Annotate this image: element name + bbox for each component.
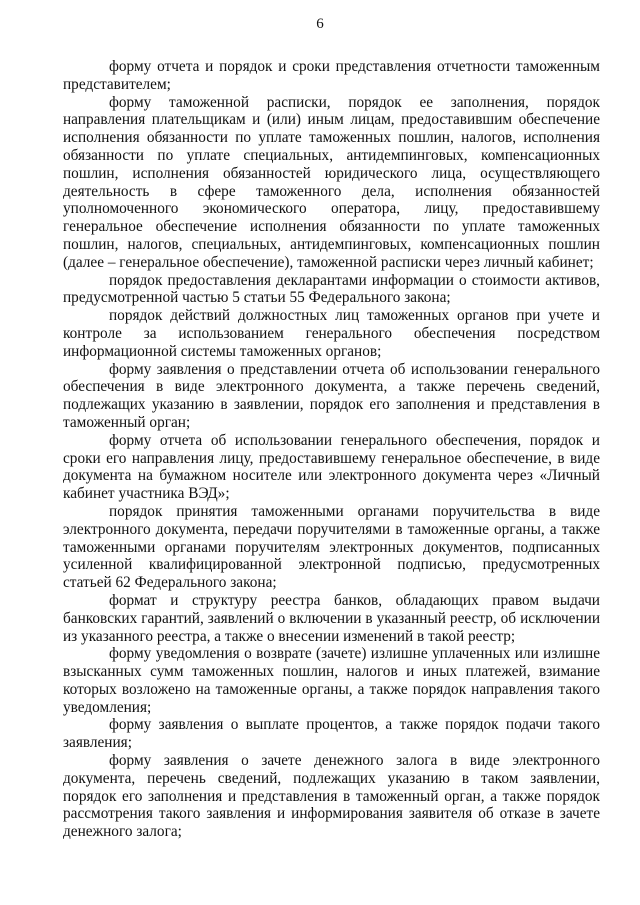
paragraph-11: форму заявления о зачете денежного залога в виде электронного документа, перечень сведений, подлежащих указанию в таком заявлении, порядок его заполнения и представления в таможенный орган, а также порядок рассмотрения такого заявления и информирования заявителя об отказе в зачете денежного залога;	[63, 752, 600, 841]
paragraph-10: форму заявления о выплате процентов, а также порядок подачи такого заявления;	[63, 716, 600, 752]
paragraph-7: порядок принятия таможенными органами поручительства в виде электронного документа, передачи поручителями в таможенные органы, а также таможенными органами поручителям электронных документов, подписанных усиленной квалифицированной электронной подписью, предусмотренных статьей 62 Федерального закона;	[63, 502, 600, 592]
paragraph-3: порядок предоставления декларантами информации о стоимости активов, предусмотренной частью 5 статьи 55 Федерального закона;	[63, 271, 600, 307]
paragraph-2: форму таможенной расписки, порядок ее заполнения, порядок направления плательщикам и (или) иным лицам, предоставившим обеспечение исполнения обязанности по уплате таможенных пошлин, налогов, исполнения обязанности по уплате специальных, антидемпинговых, компенсационных пошлин, исполнения обязанностей юридического лица, осуществляющего деятельность в сфере таможенного дела, исполнения обязанностей уполномоченного экономического оператора, лицу, предоставившему генеральное обеспечение исполнения обязанности по уплате таможенных пошлин, налогов, специальных, антидемпинговых, компенсационных пошлин (далее – генеральное обеспечение), таможенной расписки через личный кабинет;	[63, 93, 600, 271]
page-number: 6	[316, 16, 324, 32]
paragraph-1: форму отчета и порядок и сроки представления отчетности таможенным представителем;	[63, 58, 600, 93]
paragraph-4: порядок действий должностных лиц таможенных органов при учете и контроле за использованием генерального обеспечения посредством информационной системы таможенных органов;	[63, 307, 600, 360]
document-body	[63, 58, 600, 841]
paragraph-6: форму отчета об использовании генерального обеспечения, порядок и сроки его направления лицу, предоставившему генеральное обеспечение, в виде документа на бумажном носителе или электронного документа через «Личный кабинет участника ВЭД»;	[63, 431, 600, 503]
paragraph-8: формат и структуру реестра банков, обладающих правом выдачи банковских гарантий, заявлений о включении в указанный реестр, об исключении из указанного реестра, а также о внесении изменений в такой реестр;	[63, 591, 600, 645]
paragraph-9: форму уведомления о возврате (зачете) излишне уплаченных или излишне взысканных сумм таможенных пошлин, налогов и иных платежей, взимание которых возложено на таможенные органы, а также порядок направления такого уведомления;	[63, 645, 600, 716]
paragraph-5: форму заявления о представлении отчета об использовании генерального обеспечения в виде электронного документа, а также перечень сведений, подлежащих указанию в заявлении, порядок его заполнения и представления в таможенный орган;	[63, 360, 600, 431]
